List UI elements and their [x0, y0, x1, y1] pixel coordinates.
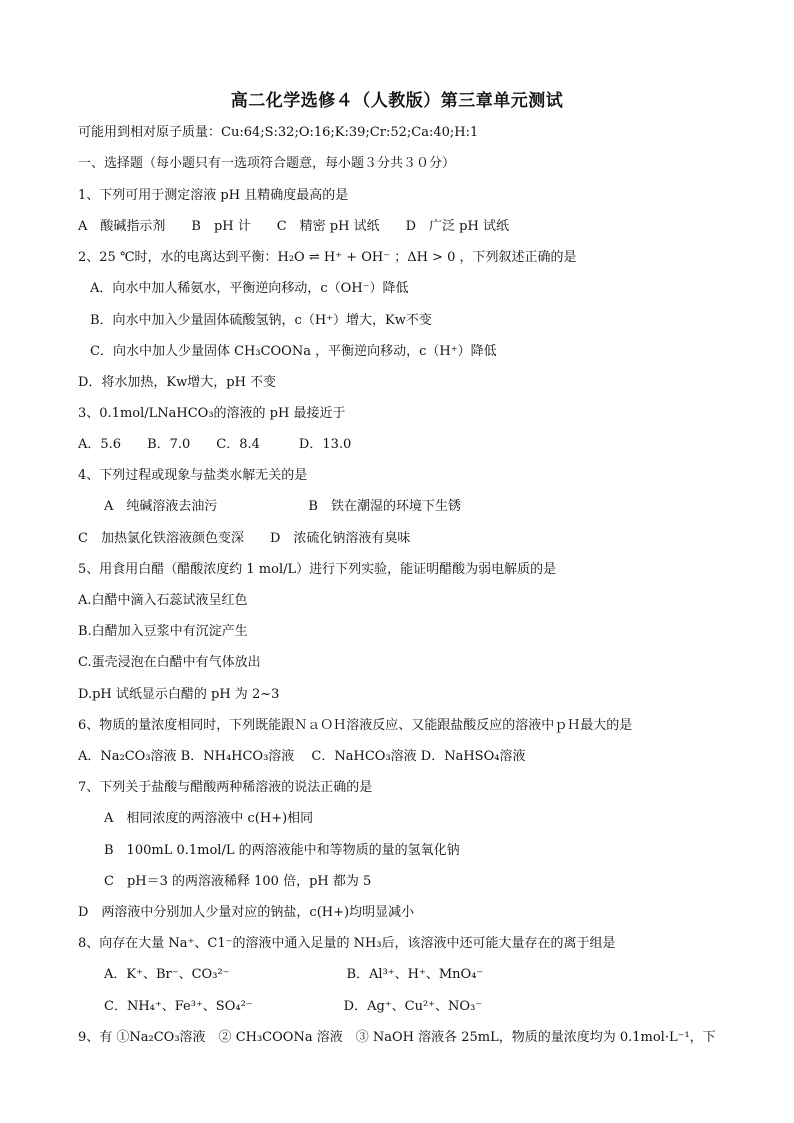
q3-stem: 3、0.1mol/LNaHCO₃的溶液的 pH 最接近于 [78, 406, 346, 421]
q3-options: A．5.6 B．7.0 C．8.4 D．13.0 [78, 437, 352, 452]
q2-option-a: A．向水中加人稀氨水，平衡逆向移动，c（OH⁻）降低 [90, 281, 409, 296]
q5-option-a: A.白醋中滴入石蕊试液呈红色 [78, 593, 248, 608]
q8-stem: 8、向存在大量 Na⁺、C1⁻的溶液中通入足量的 NH₃后，该溶液中还可能大量存在的离于组是 [78, 936, 616, 951]
q2-option-c: C．向水中加人少量固体 CH₃COONa ，平衡逆向移动，c（H⁺）降低 [90, 344, 497, 359]
q8-options-cd: C．NH₄⁺、Fe³⁺、SO₄²⁻ D．Ag⁺、Cu²⁺、NO₃⁻ [104, 999, 483, 1014]
q4-stem: 4、下列过程或现象与盐类水解无关的是 [78, 468, 308, 483]
q4-options-cd: C 加热氯化铁溶液颜色变深 D 浓硫化钠溶液有臭味 [78, 531, 411, 546]
q1-options: A 酸碱指示剂 B pH 计 C 精密 pH 试纸 D 广泛 pH 试纸 [78, 219, 509, 234]
q7-option-a: A 相同浓度的两溶液中 c(H+)相同 [104, 811, 314, 826]
q7-stem: 7、下列关于盐酸与醋酸两种稀溶液的说法正确的是 [78, 780, 373, 795]
q2-stem: 2、25 ℃时，水的电离达到平衡：H₂O ⇌ H⁺ + OH⁻ ；ΔH > 0 ，下列叙述正确的是 [78, 250, 577, 265]
q6-options: A．Na₂CO₃溶液 B．NH₄HCO₃溶液 C．NaHCO₃溶液 D．NaHSO₄溶液 [78, 749, 526, 764]
q6-stem: 6、物质的量浓度相同时，下列既能跟ＮａＯＨ溶液反应、又能跟盐酸反应的溶液中ｐＨ最大的是 [78, 718, 633, 733]
q7-option-d: D 两溶液中分别加人少量对应的钠盐，c(H+)均明显减小 [78, 905, 415, 920]
q7-option-b: B 100mL 0.1mol/L 的两溶液能中和等物质的量的氢氧化钠 [104, 843, 460, 858]
q5-stem: 5、用食用白醋（醋酸浓度约 1 mol/L）进行下列实验，能证明醋酸为弱电解质的是 [78, 562, 557, 577]
q7-option-c: C pH＝3 的两溶液稀释 100 倍，pH 都为 5 [104, 874, 372, 889]
q5-option-b: B.白醋加入豆浆中有沉淀产生 [78, 624, 248, 639]
q2-option-b: B．向水中加入少量固体硫酸氢钠，c（H⁺）增大，Kw不变 [90, 313, 432, 328]
q4-options-ab: A 纯碱溶液去油污 B 铁在潮湿的环境下生锈 [104, 499, 461, 514]
section-header: 一、选择题（每小题只有一选项符合题意，每小题３分共３０分） [78, 156, 456, 171]
q8-options-ab: A．K⁺、Br⁻、CO₃²⁻ B．Al³⁺、H⁺、MnO₄⁻ [104, 967, 484, 982]
q9-stem: 9、有 ①Na₂CO₃溶液 ② CH₃COONa 溶液 ③ NaOH 溶液各 25mL，物质的量浓度均为 0.1mol·L⁻¹，下 [78, 1030, 716, 1045]
q5-option-d: D.pH 试纸显示白醋的 pH 为 2~3 [78, 687, 280, 702]
page-title: 高二化学选修４（人教版）第三章单元测试 [230, 91, 564, 111]
q2-option-d: D．将水加热，Kw增大，pH 不变 [78, 375, 277, 390]
atomic-masses-note: 可能用到相对原子质量：Cu:64;S:32;O:16;K:39;Cr:52;Ca:40;H:1 [78, 125, 479, 140]
q5-option-c: C.蛋壳浸泡在白醋中有气体放出 [78, 655, 261, 670]
q1-stem: 1、下列可用于测定溶液 pH 且精确度最高的是 [78, 188, 349, 203]
